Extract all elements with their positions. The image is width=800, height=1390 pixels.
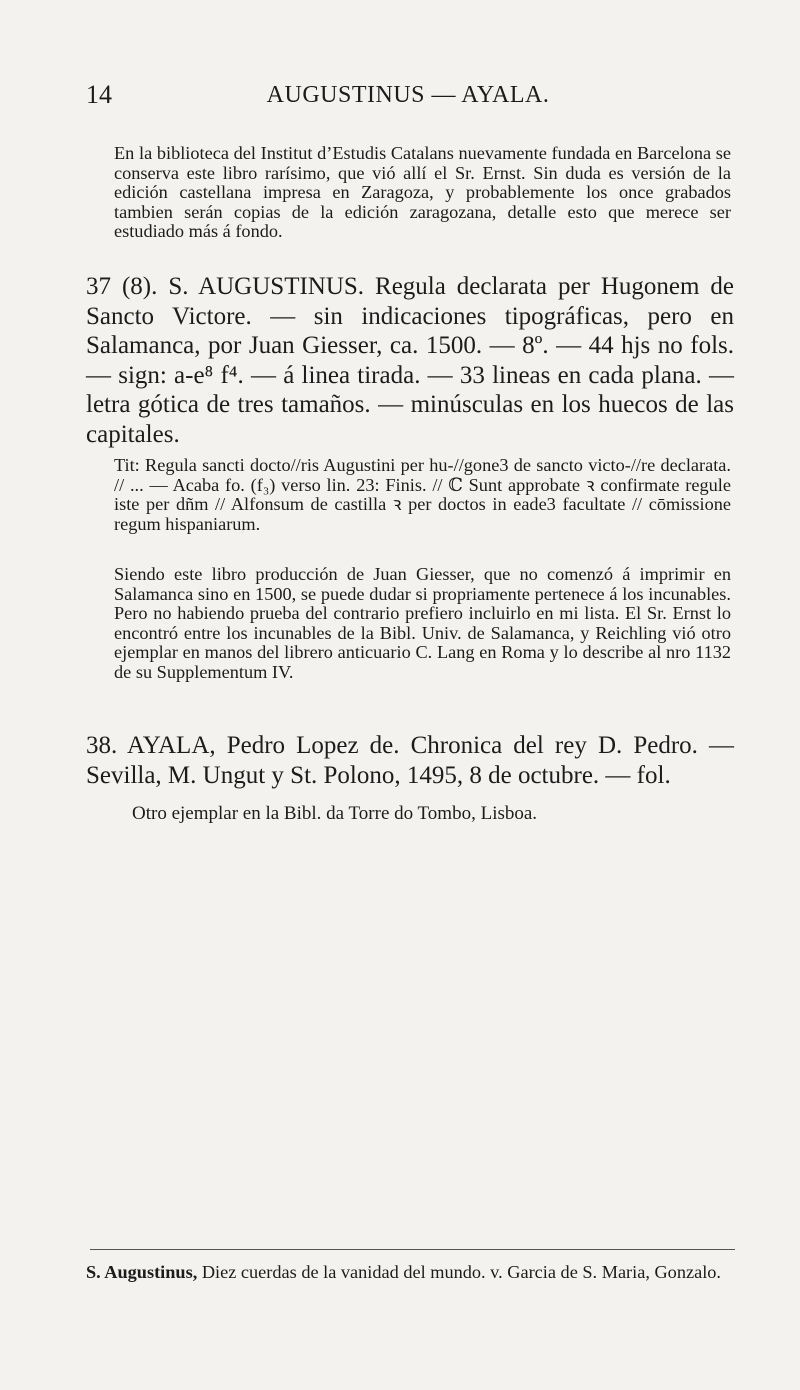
intro-paragraph: En la biblioteca del Institut d’Estudis Catalans nuevamente fundada en Barcelona se conserva este libro rarísimo, que vió allí el Sr. Ernst. Sin duda es versión de la edición castellana impresa en Zaragoza, y probablemente los once grabados tambien serán copias de la edición zaragozana, detalle esto que merece ser estudiado más á fondo. (114, 143, 731, 242)
entry-38-heading: 38. AYALA, Pedro Lopez de. Chronica del rey D. Pedro. — Sevilla, M. Ungut y St. Polono, 1495, 8 de octubre. — fol. (86, 732, 734, 789)
running-title: AUGUSTINUS — AYALA. (266, 82, 550, 108)
footnote-divider (90, 1249, 735, 1250)
page-header (86, 80, 730, 114)
page-number: 14 (86, 80, 112, 109)
footnote (86, 1262, 736, 1282)
footnote-lead: S. Augustinus, (86, 1262, 198, 1282)
footnote-text: Diez cuerdas de la vanidad del mundo. v. Garcia de S. Maria, Gonzalo. (197, 1262, 721, 1282)
entry-37-commentary: Siendo este libro producción de Juan Giesser, que no comenzó á imprimir en Salamanca sino en 1500, se puede dudar si propriamente pertenece á los incunables. Pero no habiendo prueba del contrario prefiero incluirlo en mi lista. El Sr. Ernst lo encontró entre los incunables de la Bibl. Univ. de Salamanca, y Reichling vió otro ejemplar en manos del librero anticuario C. Lang en Roma y lo describe al nro 1132 de su Supplementum IV. (114, 564, 731, 682)
entry-38-note: Otro ejemplar en la Bibl. da Torre do Tombo, Lisboa. (132, 803, 538, 824)
entry-37-heading: 37 (8). S. AUGUSTINUS. Regula declarata per Hugonem de Sancto Victore. — sin indicaciones tipográficas, pero en Salamanca, por Juan Giesser, ca. 1500. — 8º. — 44 hjs no fols. — sign: a-e⁸ f⁴. — á linea tirada. — 33 lineas en cada plana. — letra gótica de tres tamaños. — minúsculas en los huecos de las capitales. (86, 273, 734, 448)
entry-37-transcription: Tit: Regula sancti docto//ris Augustini per hu-//gone3 de sancto victo-//re declarata. // ... — Acaba fo. (f₃) verso lin. 23: Finis. // ℂ Sunt approbate ꝛ confirmate regule iste per dñm // Alfonsum de castilla ꝛ per doctos in eade3 facultate // cōmissione regum hispaniarum. (114, 455, 731, 534)
